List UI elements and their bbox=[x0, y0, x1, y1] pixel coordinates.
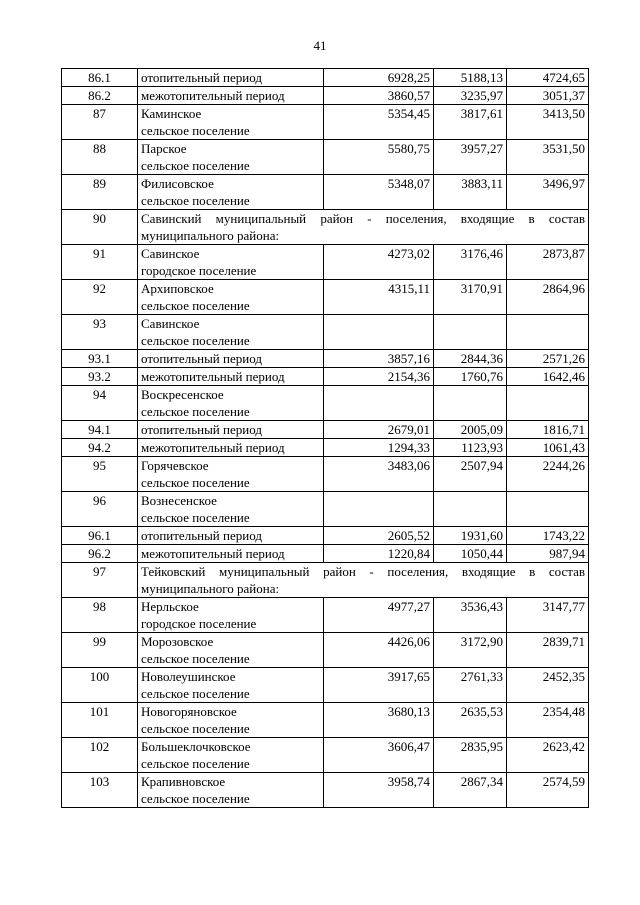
value-col2: 2844,36 bbox=[434, 350, 507, 368]
settlement-name: Каминское bbox=[141, 106, 202, 121]
row-name bbox=[138, 175, 324, 210]
row-number: 97 bbox=[62, 563, 138, 598]
row-number: 96 bbox=[62, 492, 138, 527]
value-col2: 2005,09 bbox=[434, 421, 507, 439]
row-name: отопительный период bbox=[138, 527, 324, 545]
settlement-type: сельское поселение bbox=[141, 651, 250, 666]
row-name bbox=[138, 457, 324, 492]
row-name: межотопительный период bbox=[138, 439, 324, 457]
settlement-name: Вознесенское bbox=[141, 493, 217, 508]
settlement-type: сельское поселение bbox=[141, 123, 250, 138]
settlement-type: сельское поселение bbox=[141, 721, 250, 736]
row-number: 89 bbox=[62, 175, 138, 210]
value-col2: 5188,13 bbox=[434, 69, 507, 87]
value-col1: 3857,16 bbox=[324, 350, 434, 368]
value-col3: 3413,50 bbox=[507, 105, 589, 140]
table-row bbox=[62, 140, 589, 175]
value-col2: 2867,34 bbox=[434, 773, 507, 808]
row-number: 90 bbox=[62, 210, 138, 245]
value-col1: 3860,57 bbox=[324, 87, 434, 105]
value-col1: 3606,47 bbox=[324, 738, 434, 773]
table-row bbox=[62, 280, 589, 315]
value-col2: 3176,46 bbox=[434, 245, 507, 280]
value-col2: 2635,53 bbox=[434, 703, 507, 738]
row-name bbox=[138, 105, 324, 140]
row-number: 95 bbox=[62, 457, 138, 492]
value-col3: 1816,71 bbox=[507, 421, 589, 439]
value-col1 bbox=[324, 386, 434, 421]
value-col3: 2839,71 bbox=[507, 633, 589, 668]
value-col2: 3170,91 bbox=[434, 280, 507, 315]
row-number: 93 bbox=[62, 315, 138, 350]
value-col1: 2154,36 bbox=[324, 368, 434, 386]
value-col3: 3051,37 bbox=[507, 87, 589, 105]
settlement-type: сельское поселение bbox=[141, 298, 250, 313]
value-col3: 2623,42 bbox=[507, 738, 589, 773]
row-number: 86.2 bbox=[62, 87, 138, 105]
value-col3: 1642,46 bbox=[507, 368, 589, 386]
table-row bbox=[62, 668, 589, 703]
row-name bbox=[138, 668, 324, 703]
value-col3: 3496,97 bbox=[507, 175, 589, 210]
row-name bbox=[138, 633, 324, 668]
value-col2 bbox=[434, 315, 507, 350]
value-col3: 3531,50 bbox=[507, 140, 589, 175]
row-name: межотопительный период bbox=[138, 368, 324, 386]
row-number: 91 bbox=[62, 245, 138, 280]
district-header-row bbox=[62, 210, 589, 245]
value-col2: 3817,61 bbox=[434, 105, 507, 140]
value-col2: 3536,43 bbox=[434, 598, 507, 633]
row-name bbox=[138, 773, 324, 808]
value-col3: 2452,35 bbox=[507, 668, 589, 703]
row-number: 96.2 bbox=[62, 545, 138, 563]
value-col3: 2873,87 bbox=[507, 245, 589, 280]
table-row bbox=[62, 105, 589, 140]
value-col2: 1050,44 bbox=[434, 545, 507, 563]
row-name: отопительный период bbox=[138, 350, 324, 368]
value-col1: 1220,84 bbox=[324, 545, 434, 563]
settlement-name: Большеклочковское bbox=[141, 739, 251, 754]
value-col2: 2835,95 bbox=[434, 738, 507, 773]
row-number: 87 bbox=[62, 105, 138, 140]
row-number: 100 bbox=[62, 668, 138, 703]
table-row bbox=[62, 598, 589, 633]
value-col3: 2571,26 bbox=[507, 350, 589, 368]
settlement-type: сельское поселение bbox=[141, 475, 250, 490]
value-col2 bbox=[434, 492, 507, 527]
value-col3: 2574,59 bbox=[507, 773, 589, 808]
settlement-name: Горячевское bbox=[141, 458, 209, 473]
table-row bbox=[62, 245, 589, 280]
row-number: 101 bbox=[62, 703, 138, 738]
row-number: 93.2 bbox=[62, 368, 138, 386]
value-col2: 3235,97 bbox=[434, 87, 507, 105]
value-col1: 5348,07 bbox=[324, 175, 434, 210]
row-name bbox=[138, 738, 324, 773]
value-col2: 3957,27 bbox=[434, 140, 507, 175]
value-col1: 2679,01 bbox=[324, 421, 434, 439]
row-name bbox=[138, 315, 324, 350]
district-header: Тейковский муниципальный район - поселения, входящие в состав муниципального района: bbox=[138, 563, 589, 598]
row-name bbox=[138, 140, 324, 175]
value-col2: 1123,93 bbox=[434, 439, 507, 457]
table-row bbox=[62, 773, 589, 808]
settlement-type: городское поселение bbox=[141, 263, 257, 278]
table-row bbox=[62, 527, 589, 545]
settlement-name: Савинское bbox=[141, 316, 200, 331]
value-col3: 987,94 bbox=[507, 545, 589, 563]
table-row bbox=[62, 386, 589, 421]
value-col1: 2605,52 bbox=[324, 527, 434, 545]
row-name: отопительный период bbox=[138, 69, 324, 87]
value-col3: 4724,65 bbox=[507, 69, 589, 87]
settlement-name: Архиповское bbox=[141, 281, 214, 296]
settlement-name: Новолеушинское bbox=[141, 669, 236, 684]
table-row bbox=[62, 633, 589, 668]
value-col3: 1743,22 bbox=[507, 527, 589, 545]
value-col3 bbox=[507, 386, 589, 421]
value-col2: 3172,90 bbox=[434, 633, 507, 668]
settlement-type: сельское поселение bbox=[141, 756, 250, 771]
settlement-type: сельское поселение bbox=[141, 510, 250, 525]
settlement-type: сельское поселение bbox=[141, 404, 250, 419]
value-col1 bbox=[324, 492, 434, 527]
row-number: 93.1 bbox=[62, 350, 138, 368]
value-col1: 3958,74 bbox=[324, 773, 434, 808]
value-col1: 5354,45 bbox=[324, 105, 434, 140]
value-col3 bbox=[507, 492, 589, 527]
value-col1: 3483,06 bbox=[324, 457, 434, 492]
row-number: 102 bbox=[62, 738, 138, 773]
value-col2: 1931,60 bbox=[434, 527, 507, 545]
table-row bbox=[62, 69, 589, 87]
row-name bbox=[138, 386, 324, 421]
row-number: 92 bbox=[62, 280, 138, 315]
settlement-type: сельское поселение bbox=[141, 686, 250, 701]
table-row bbox=[62, 457, 589, 492]
value-col3 bbox=[507, 315, 589, 350]
row-name: отопительный период bbox=[138, 421, 324, 439]
value-col1: 4977,27 bbox=[324, 598, 434, 633]
value-col2: 1760,76 bbox=[434, 368, 507, 386]
settlement-type: сельское поселение bbox=[141, 791, 250, 806]
value-col1: 4273,02 bbox=[324, 245, 434, 280]
table-row bbox=[62, 439, 589, 457]
table-row bbox=[62, 492, 589, 527]
row-name bbox=[138, 598, 324, 633]
settlement-name: Парское bbox=[141, 141, 187, 156]
value-col2: 3883,11 bbox=[434, 175, 507, 210]
value-col1: 4315,11 bbox=[324, 280, 434, 315]
row-number: 94.2 bbox=[62, 439, 138, 457]
table-row bbox=[62, 738, 589, 773]
table-row bbox=[62, 87, 589, 105]
value-col1: 3917,65 bbox=[324, 668, 434, 703]
settlement-type: сельское поселение bbox=[141, 158, 250, 173]
row-name bbox=[138, 245, 324, 280]
row-name: межотопительный период bbox=[138, 545, 324, 563]
district-header-row bbox=[62, 563, 589, 598]
value-col3: 1061,43 bbox=[507, 439, 589, 457]
row-number: 98 bbox=[62, 598, 138, 633]
page-number: 41 bbox=[313, 38, 327, 53]
settlement-name: Морозовское bbox=[141, 634, 214, 649]
table-row bbox=[62, 350, 589, 368]
value-col1: 5580,75 bbox=[324, 140, 434, 175]
value-col1: 1294,33 bbox=[324, 439, 434, 457]
settlement-type: городское поселение bbox=[141, 616, 257, 631]
table-row bbox=[62, 545, 589, 563]
row-name bbox=[138, 280, 324, 315]
table-row bbox=[62, 703, 589, 738]
value-col2 bbox=[434, 386, 507, 421]
settlement-name: Нерльское bbox=[141, 599, 199, 614]
value-col3: 2354,48 bbox=[507, 703, 589, 738]
value-col3: 2864,96 bbox=[507, 280, 589, 315]
settlement-name: Филисовское bbox=[141, 176, 214, 191]
value-col3: 2244,26 bbox=[507, 457, 589, 492]
district-header: Савинский муниципальный район - поселения, входящие в состав муниципального района: bbox=[138, 210, 589, 245]
value-col1: 3680,13 bbox=[324, 703, 434, 738]
settlement-name: Воскресенское bbox=[141, 387, 224, 402]
value-col2: 2507,94 bbox=[434, 457, 507, 492]
value-col2: 2761,33 bbox=[434, 668, 507, 703]
settlement-type: сельское поселение bbox=[141, 333, 250, 348]
table-row bbox=[62, 421, 589, 439]
row-name bbox=[138, 703, 324, 738]
row-number: 86.1 bbox=[62, 69, 138, 87]
row-name: межотопительный период bbox=[138, 87, 324, 105]
row-number: 99 bbox=[62, 633, 138, 668]
value-col1 bbox=[324, 315, 434, 350]
tariff-table bbox=[61, 68, 589, 808]
value-col3: 3147,77 bbox=[507, 598, 589, 633]
value-col1: 4426,06 bbox=[324, 633, 434, 668]
settlement-type: сельское поселение bbox=[141, 193, 250, 208]
settlement-name: Новогоряновское bbox=[141, 704, 237, 719]
table-row bbox=[62, 315, 589, 350]
table-row bbox=[62, 368, 589, 386]
value-col1: 6928,25 bbox=[324, 69, 434, 87]
table-row bbox=[62, 175, 589, 210]
row-number: 96.1 bbox=[62, 527, 138, 545]
settlement-name: Крапивновское bbox=[141, 774, 226, 789]
row-name bbox=[138, 492, 324, 527]
settlement-name: Савинское bbox=[141, 246, 200, 261]
row-number: 94.1 bbox=[62, 421, 138, 439]
row-number: 88 bbox=[62, 140, 138, 175]
row-number: 103 bbox=[62, 773, 138, 808]
row-number: 94 bbox=[62, 386, 138, 421]
